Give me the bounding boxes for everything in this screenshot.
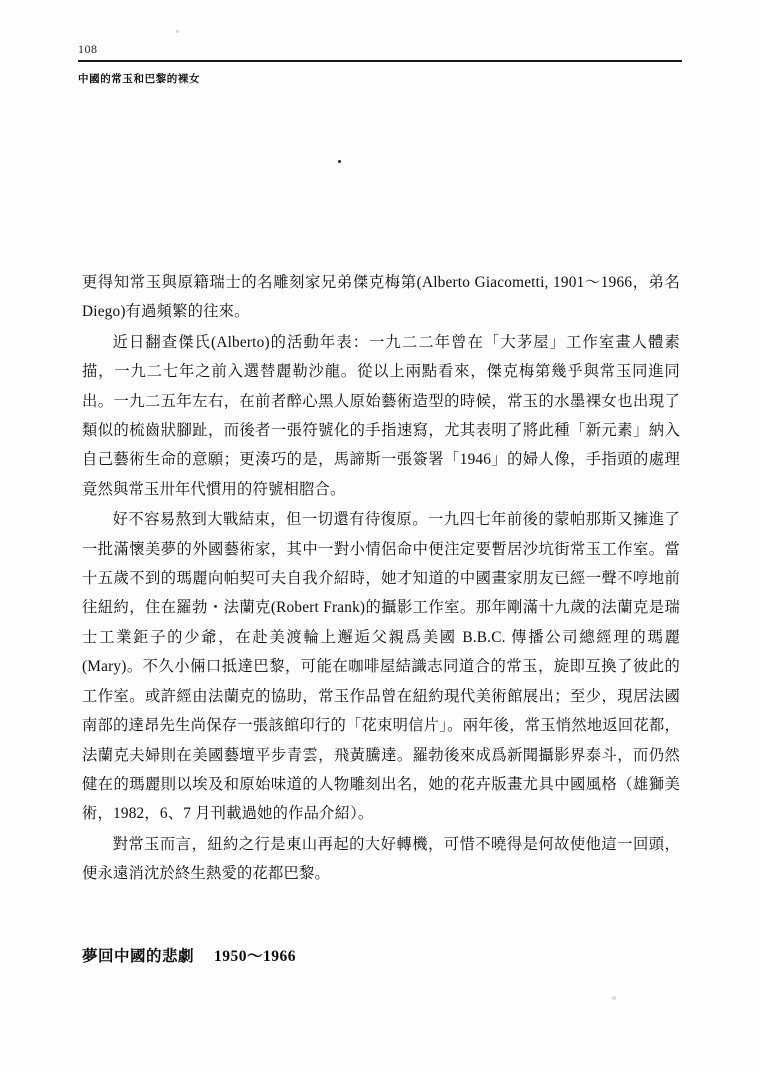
running-head: 中國的常玉和巴黎的裸女: [78, 73, 201, 85]
page-number: 108: [78, 42, 98, 56]
header-rule: [78, 60, 682, 62]
paragraph: 好不容易熬到大戰結束，但一切還有待復原。一九四七年前後的蒙帕那斯又擁進了一批滿懷美夢的外國藝術家，其中一對小情侶命中便注定要暫居沙坑街常玉工作室。當十五歲不到的瑪麗向帕契可夫自我介紹時，她才知道的中國畫家朋友已經一聲不哼地前往紐約，住在羅勃・法蘭克(Robert Frank)的攝影工作室。那年剛滿十九歲的法蘭克是瑞士工業鉅子的少爺，在赴美渡輪上邂逅父親爲美國 B.B.C. 傳播公司總經理的瑪麗(Mary)。不久小倆口抵達巴黎，可能在咖啡屋結識志同道合的常玉，旋即互換了彼此的工作室。或許經由法蘭克的協助，常玉作品曾在紐約現代美術館展出；至少，現居法國南部的達昂先生尚保存一張該館印行的「花束明信片」。兩年後，常玉悄然地返回花都，法蘭克夫婦則在美國藝壇平步青雲，飛黃騰達。羅勃後來成爲新聞攝影界泰斗，而仍然健在的瑪麗則以埃及和原始味道的人物雕刻出名，她的花卉版畫尤具中國風格（雄獅美術，1982，6、7 月刊載過她的作品介紹）。: [82, 511, 680, 823]
section-heading-title: 夢回中國的悲劇: [82, 947, 195, 965]
page-header: [78, 42, 682, 86]
paper-speck: [612, 996, 616, 1000]
stray-ink-dot: [338, 160, 341, 163]
section-heading-years: 1950～1966: [214, 948, 297, 965]
paper-speck: [176, 30, 179, 33]
paragraph: 對常玉而言，紐約之行是東山再起的大好轉機，可惜不曉得是何故使他這一回頭，便永遠消沈於終生熱愛的花都巴黎。: [82, 835, 680, 883]
paragraph: 更得知常玉與原籍瑞士的名雕刻家兄弟傑克梅第(Alberto Giacometti, 1901～1966，弟名 Diego)有過頻繁的往來。: [82, 274, 680, 321]
body-text: [82, 268, 680, 890]
paragraph: 近日翻查傑氏(Alberto)的活動年表：一九二二年曾在「大茅屋」工作室畫人體素描，一九二七年之前入選替麗勒沙龍。從以上兩點看來，傑克梅第幾乎與常玉同進同出。一九二五年左右，在前者醉心黑人原始藝術造型的時候，常玉的水墨裸女也出現了類似的梳齒狀腳趾，而後者一張符號化的手指速寫，尤其表明了將此種「新元素」納入自己藝術生命的意願；更湊巧的是，馬諦斯一張簽署「1946」的婦人像，手指頭的處理竟然與常玉卅年代慣用的符號相脗合。: [82, 333, 680, 498]
section-heading: [82, 944, 296, 966]
